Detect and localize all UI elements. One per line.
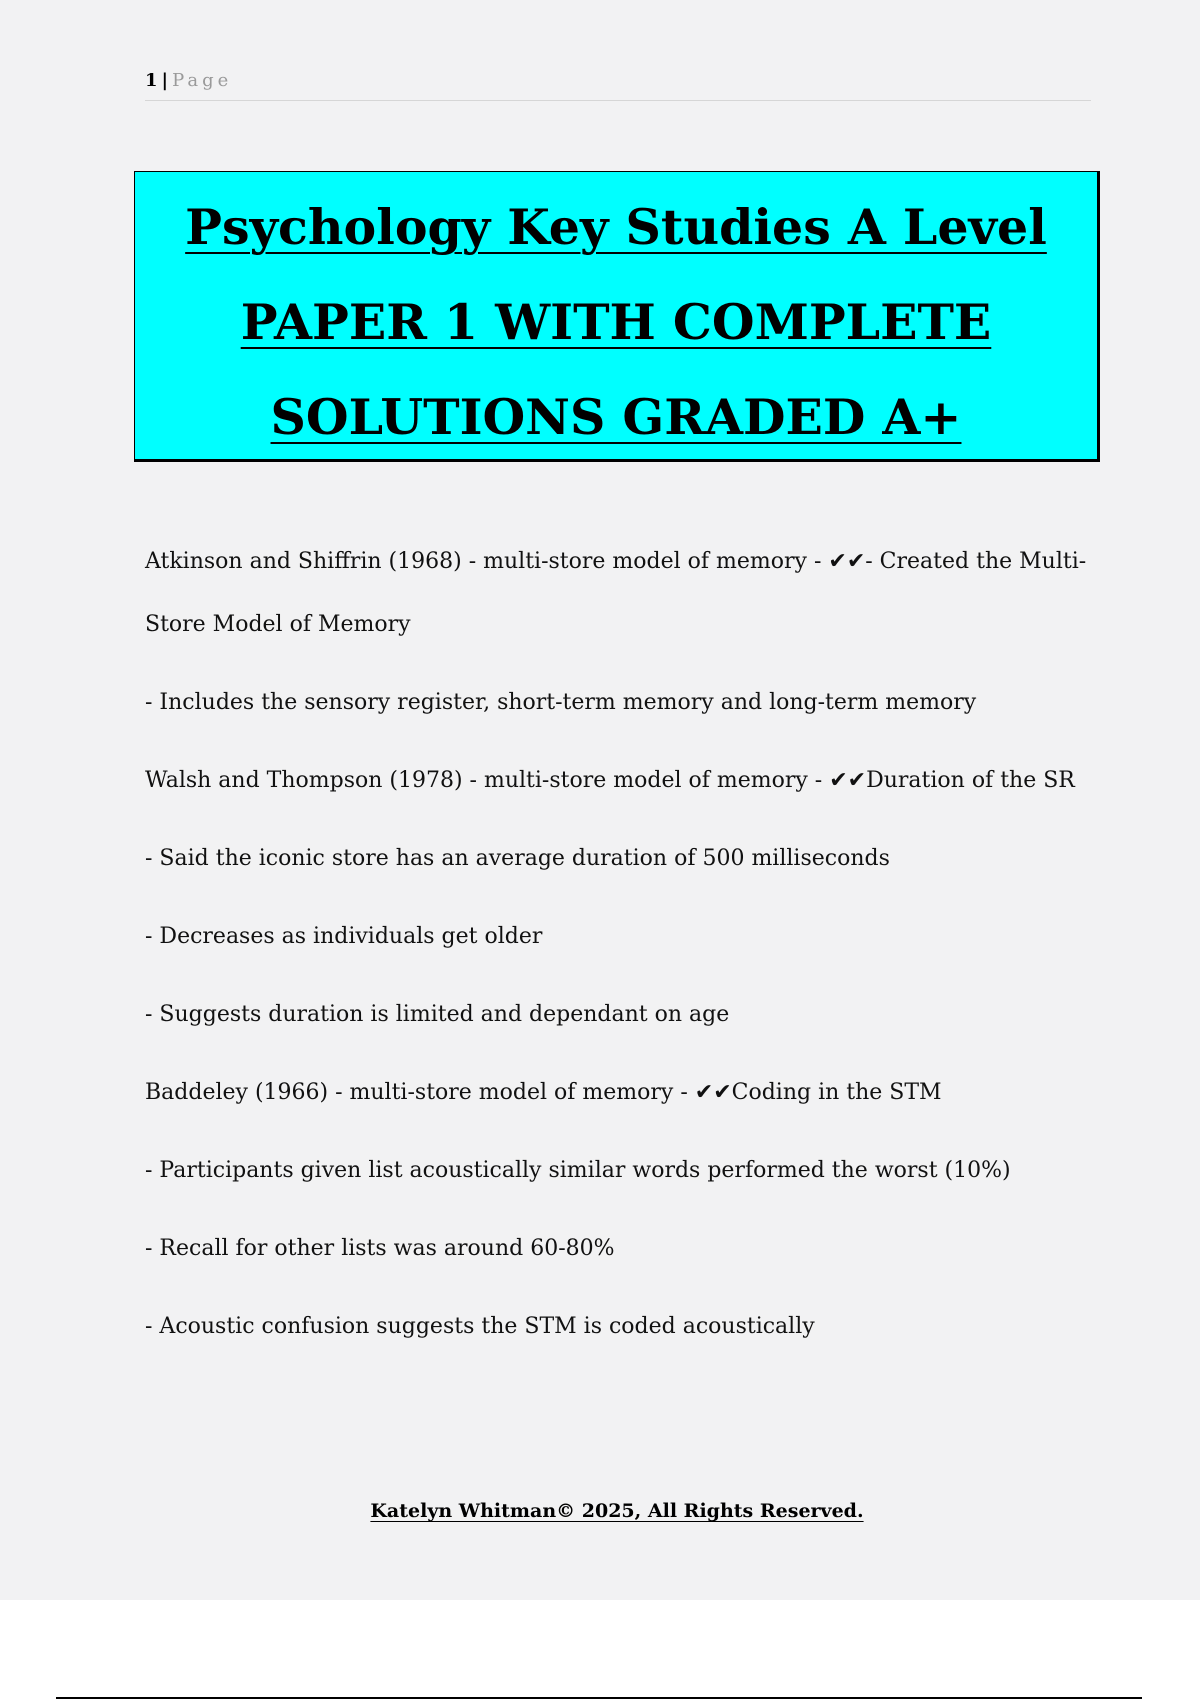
- document-body: [145, 530, 1095, 1358]
- page-number: 1: [145, 70, 158, 91]
- paragraph: Baddeley (1966) - multi-store model of memory - ✔✔Coding in the STM: [145, 1080, 942, 1105]
- paragraph: Walsh and Thompson (1978) - multi-store model of memory - ✔✔Duration of the SR: [145, 768, 1075, 793]
- paragraph: - Decreases as individuals get older: [145, 924, 543, 949]
- page-label: Page: [172, 70, 233, 91]
- page-header: [145, 70, 1091, 101]
- paragraph: - Participants given list acoustically similar words performed the worst (10%): [145, 1158, 1011, 1183]
- paragraph: - Recall for other lists was around 60-80%: [145, 1236, 615, 1261]
- paragraph: Atkinson and Shiffrin (1968) - multi-store model of memory - ✔✔- Created the Multi-Store Model of Memory: [145, 549, 1087, 637]
- title-line-1: Psychology Key Studies A Level: [185, 198, 1047, 256]
- page-separator: |: [161, 70, 169, 91]
- paragraph: - Includes the sensory register, short-term memory and long-term memory: [145, 690, 977, 715]
- title-line-3: SOLUTIONS GRADED A+: [270, 388, 962, 446]
- paragraph: - Acoustic confusion suggests the STM is coded acoustically: [145, 1314, 815, 1339]
- title-line-2: PAPER 1 WITH COMPLETE: [240, 293, 992, 351]
- title-box: [134, 171, 1100, 462]
- copyright-footer: Katelyn Whitman© 2025, All Rights Reserved.: [370, 1500, 864, 1522]
- bottom-divider: [56, 1697, 1142, 1699]
- paragraph: - Said the iconic store has an average duration of 500 milliseconds: [145, 846, 890, 871]
- paragraph: - Suggests duration is limited and dependant on age: [145, 1002, 730, 1027]
